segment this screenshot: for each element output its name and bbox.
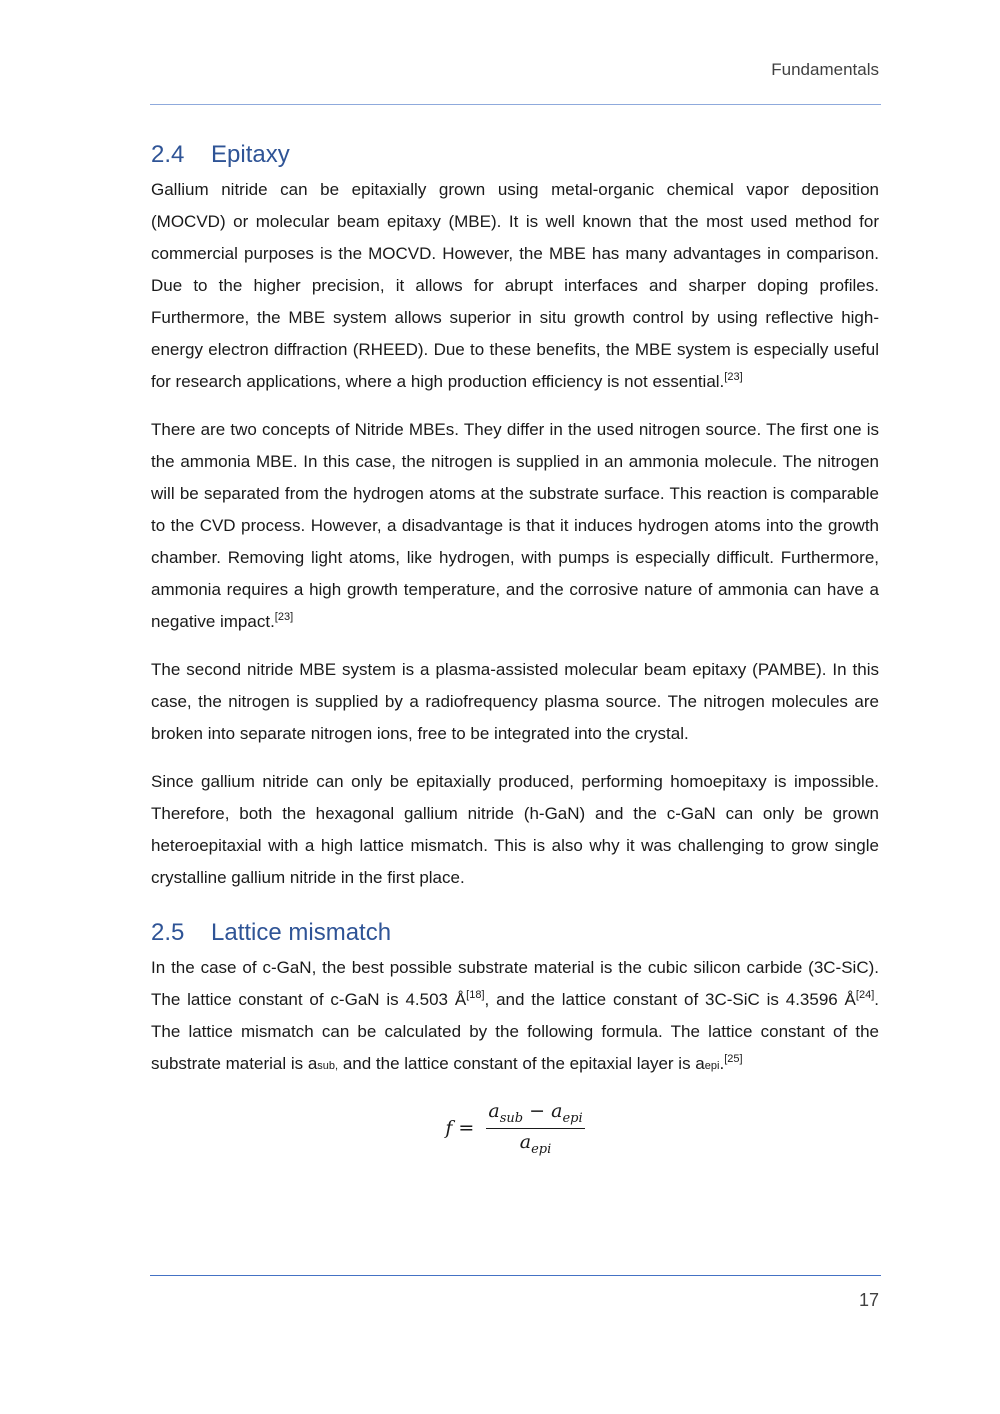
formula-denominator: $a_{epi}$ (519, 1130, 552, 1157)
header-rule (150, 104, 881, 105)
section-number: 2.5 (151, 919, 185, 946)
paragraph (151, 174, 879, 398)
citation: [24] (855, 989, 875, 1001)
formula-numerator: $a_{sub} - a_{epi}$ (486, 1100, 584, 1129)
page-body (151, 136, 879, 1157)
lattice-mismatch-formula (151, 1100, 879, 1157)
citation: [18] (466, 989, 485, 1001)
paragraph-text: . (719, 1054, 725, 1073)
paragraph-text: . The lattice mismatch can be calculated by the following formula. The lattice constant of the substrate material is a (151, 990, 879, 1073)
paragraph-text: Since gallium nitride can only be epitaxially produced, performing homoepitaxy is impossible. Therefore, both the hexagonal gallium nitride (h-GaN) and the c-GaN can only be grown heteroepitaxial with a high lattice mismatch. This is also why it was challenging to grow single crystalline gallium nitride in the first place. (151, 772, 879, 887)
footer-rule (150, 1275, 881, 1276)
paragraph (151, 654, 879, 750)
formula-fraction (486, 1100, 584, 1157)
section-title: Lattice mismatch (211, 919, 392, 946)
section-heading-epitaxy (151, 136, 879, 174)
paragraph (151, 952, 879, 1082)
paragraph-text: In the case of c-GaN, the best possible substrate material is the cubic silicon carbide (3C-SiC). The lattice constant of c-GaN is 4.503 Å (151, 958, 879, 1009)
paragraph-text: Gallium nitride can be epitaxially grown using metal-organic chemical vapor deposition (MOCVD) or molecular beam epitaxy (MBE). It is well known that the most used method for commercial purposes is the MOCVD. However, the MBE has many advantages in comparison. Due to the higher precision, it allows for abrupt interfaces and sharper doping profiles. Furthermore, the MBE system allows superior in situ growth control by using reflective high-energy electron diffraction (RHEED). Due to these benefits, the MBE system is especially useful for research applications, where a high production efficiency is not essential. (151, 180, 879, 391)
subscript: sub, (317, 1060, 339, 1072)
formula-lhs: f = (445, 1117, 475, 1140)
citation: [23] (274, 611, 294, 623)
paragraph-text: The second nitride MBE system is a plasma-assisted molecular beam epitaxy (PAMBE). In this case, the nitrogen is supplied by a radiofrequency plasma source. The nitrogen molecules are broken into separate nitrogen ions, free to be integrated into the crystal. (151, 660, 879, 743)
paragraph (151, 414, 879, 638)
paragraph-text: and the lattice constant of the epitaxial layer is a (338, 1054, 705, 1073)
section-heading-lattice-mismatch (151, 914, 879, 952)
section-title: Epitaxy (211, 141, 290, 168)
paragraph-text: , and the lattice constant of 3C-SiC is 4.3596 Å (484, 990, 856, 1009)
running-header: Fundamentals (771, 60, 879, 79)
paragraph (151, 766, 879, 894)
subscript: epi (704, 1060, 720, 1072)
page-number: 17 (858, 1290, 879, 1310)
section-number: 2.4 (151, 141, 185, 168)
paragraph-text: There are two concepts of Nitride MBEs. They differ in the used nitrogen source. The first one is the ammonia MBE. In this case, the nitrogen is supplied in an ammonia molecule. The nitrogen will be separated from the hydrogen atoms at the substrate surface. This reaction is comparable to the CVD process. However, a disadvantage is that it induces hydrogen atoms into the growth chamber. Removing light atoms, like hydrogen, with pumps is especially difficult. Furthermore, ammonia requires a high growth temperature, and the corrosive nature of ammonia can have a negative impact. (151, 420, 879, 631)
citation: [23] (724, 371, 743, 383)
citation: [25] (724, 1053, 743, 1065)
